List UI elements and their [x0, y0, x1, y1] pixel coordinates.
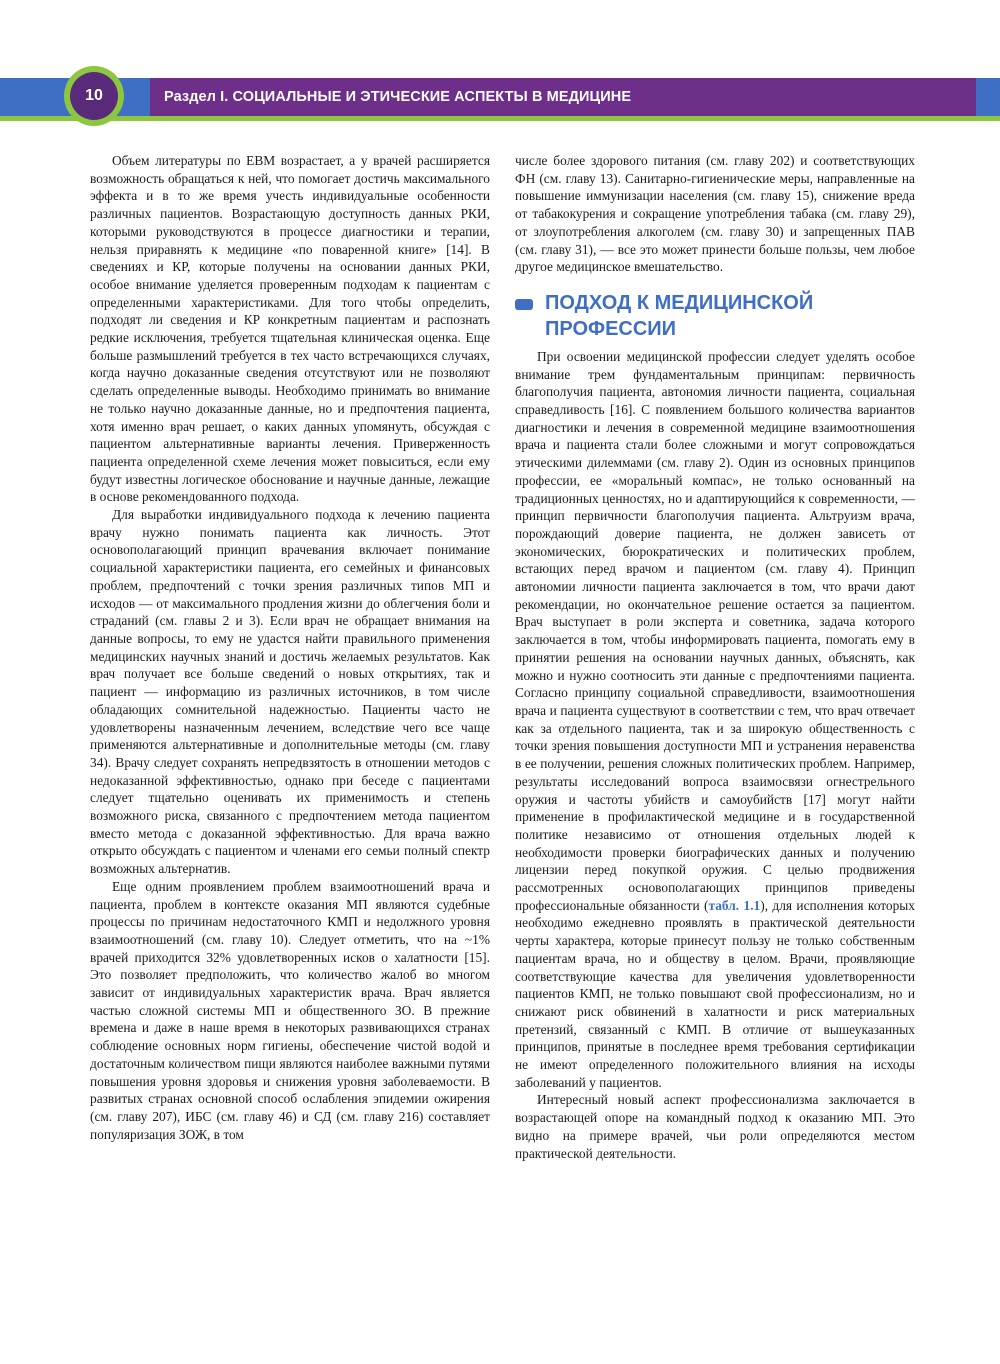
header-right-accent	[976, 78, 1000, 116]
heading-bullet-icon	[515, 299, 533, 310]
paragraph: Еще одним проявлением проблем взаимоотношений врача и пациента, проблем в контексте оказания МП являются судебные процессы по причинам недостаточного КМП и недолжного уровня взаимоотношений (см. главу 10). Следует отметить, что на ~1% врачей приходится 32% удовлетворенных исков о халатности [15]. Это позволяет предположить, что количество жалоб во многом зависит от индивидуальных характеристик врача. Врач является частью сложной системы МП и общественного ЗО. В прежние времена и даже в наше время в некоторых развивающихся странах соблюдение основных норм гигиены, обеспечение чистой водой и достаточным количеством пищи являются наиболее важными путями повышения уровня здоровья и снижения уровня заболеваемости. В развитых странах основной способ ослабления эпидемии ожирения (см. главу 207), ИБС (см. главу 46) и СД (см. главу 216) составляет популяризация ЗОЖ, в том	[90, 878, 490, 1142]
paragraph	[515, 348, 915, 1092]
heading-text: ПОДХОД К МЕДИЦИНСКОЙ ПРОФЕССИИ	[545, 291, 814, 340]
section-heading	[515, 290, 915, 342]
section-title: Раздел I. СОЦИАЛЬНЫЕ И ЭТИЧЕСКИЕ АСПЕКТЫ В МЕДИЦИНЕ	[164, 89, 632, 105]
left-column	[90, 152, 490, 1143]
page-number: 10	[70, 72, 118, 120]
page-number-badge	[64, 66, 124, 126]
paragraph-text: ), для исполнения которых необходимо ежедневно проявлять в практической деятельности черты характера, которые принесут пользу не только собственным пациентам врача, но и обществу в целом. Врачи, проявляющие соответствующие качества для увеличения удовлетворенности пациентов КМП, не только повышают свой профессионализм, но и снижают риск обвинений в халатности и риск материальных претензий, связанный с КМП. В отличие от вышеуказанных принципов, принятые в последнее время требования сертификации не имеют определенного положительного влияния на исходы заболеваний у пациентов.	[515, 897, 915, 1090]
paragraph: Объем литературы по ЕВМ возрастает, а у врачей расширяется возможность обращаться к ней, что помогает достичь максимального эффекта и в то же время учесть индивидуальные особенности различных пациентов. Возрастающую доступность данных РКИ, которыми руководствуются в процессе диагностики и терапии, нельзя приравнять к медицине «по поваренной книге» [14]. В сведениях и КР, которые получены на основании данных РКИ, особое внимание уделяется проверенным подходам к пациентам с определенными характеристиками. Для того чтобы определить, подходят ли сведения и КР конкретным пациентам и распознать редкие исключения, требуется тщательная клиническая оценка. Еще больше размышлений требуется в тех часто встречающихся случаях, когда научно доказанные сведения отсутствуют или не позволяют сделать определенные выводы. Необходимо принимать во внимание не только научно доказанные данные, но и предпочтения пациента, хотя именно врач решает, о каких данных упомянуть, обсуждая с пациентом альтернативные варианты лечения. Приверженность пациента определенной схеме лечения может повыситься, если ему будут известны логическое обоснование и научные данные, лежащие в основе рекомендованного подхода.	[90, 153, 490, 505]
paragraph: Для выработки индивидуального подхода к лечению пациента врачу нужно понимать пациента как личность. Этот основополагающий принцип врачевания включает понимание социальной характеристики пациента, его семейных и финансовых проблем, предпочтений с точки зрения различных типов МП и исходов — от максимального продления жизни до облегчения боли и страданий (см. главы 2 и 3). Если врач не обращает внимания на данные вопросы, то ему не удастся найти правильного применения медицинских научных знаний и достичь желаемых результатов. Как врач получает все больше сведений о новых открытиях, так и пациент — информацию из различных источников, в том числе обладающих сомнительной надежностью. Пациенты часто не удовлетворены назначенным лечением, вследствие чего все чаще применяются альтернативные и дополнительные методы (см. главу 34). Врачу следует сохранять непредвзятость в отношении методов с недоказанной эффективностью, однако при беседе с пациентами следует тщательно оценивать их применимость и степень возможного риска, связанного с предпочтением метода пациентом вместо метода с доказанной эффективностью. Для врача важно открыто обсуждать с пациентом и членами его семьи полный спектр возможных альтернатив.	[90, 507, 490, 877]
paragraph: Интересный новый аспект профессионализма заключается в возрастающей опоре на командный подход к оказанию МП. Это видно на примере врачей, чьи роли определяются местом практической деятельности.	[515, 1092, 915, 1161]
paragraph-text: При освоении медицинской профессии следует уделять особое внимание трем фундаментальным принципам: первичность благополучия пациента, автономия личности пациента, социальная справедливость [16]. С появлением большого количества вариантов диагностики и лечения в современной медицине взаимоотношения врача и пациента стали более сложными и могут сопровождаться этическими дилеммами (см. главу 2). Один из основных принципов профессии, ее «моральный компас», не только основанный на традиционных ценностях, но и адаптирующийся к современности, — принцип первичности благополучия пациента. Альтруизм врача, порождающий доверие пациента, не должен зависеть от экономических, бюрократических и политических проблем, встающих перед врачом и пациентом (см. главу 4). Принцип автономии личности пациента заключается в том, что врачи дают рекомендации, но окончательное решение остается за пациентом. Врач выступает в роли эксперта и советника, задача которого заключается в том, чтобы информировать пациента, помогать ему в принятии решения на основании научных данных, объяснять, как можно и нужно соотносить эти данные с предпочтениями пациента. Согласно принципу социальной справедливости, взаимоотношения врача и пациента существуют в соответствии с тем, что врач отвечает как за отдельного пациента, так и за широкую общественность с точки зрения повышения доступности МП и устранения неравенства в ее получении, решения сложных политических проблем. Например, результаты исследований вопроса взаимосвязи огнестрельного оружия и частоты убийств и самоубийств [17] могут найти применение в профилактической медицине и в государственной политике независимо от отношения отдельных людей к необходимости проверки биографических данных и получению лицензии перед покупкой оружия. С целью продвижения рассмотренных основополагающих принципов приведены профессиональные обязанности (	[515, 348, 915, 913]
header-underline	[0, 116, 1000, 121]
table-reference-link[interactable]: табл. 1.1	[708, 897, 761, 913]
paragraph: числе более здорового питания (см. главу 202) и соответствующих ФН (см. главу 13). Санитарно-гигиенические меры, направленные на повышение иммунизации населения (см. главу 15), снижение вреда от табакокурения и сокращение употребления табака (см. главу 29), от злоупотребления алкоголем (см. главу 30) и запрещенных ПАВ (см. главу 31), — все это может принести больше пользы, чем любое другое медицинское вмешательство.	[515, 153, 915, 275]
right-column	[515, 152, 915, 1162]
